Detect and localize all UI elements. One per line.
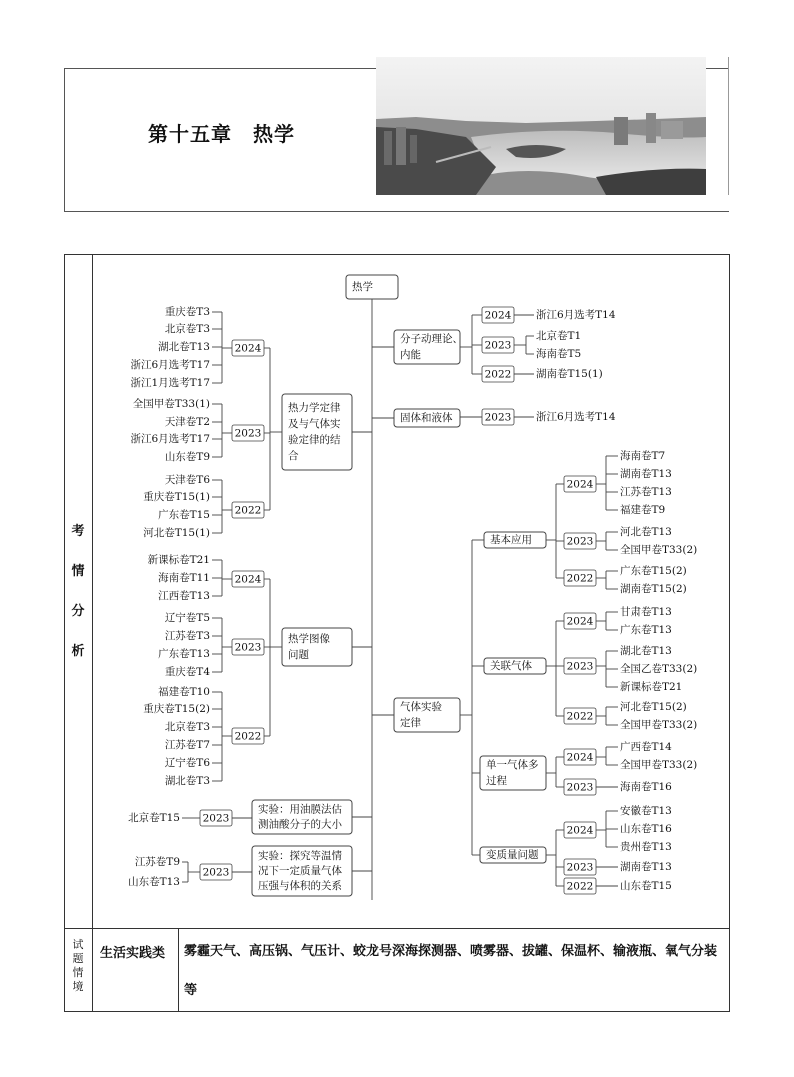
topic-node-left-text: 验定律的结: [288, 434, 341, 446]
subtopic-node-text: 单一气体多: [486, 759, 539, 771]
exam-item: 安徽卷T13: [620, 805, 672, 817]
year-badge-text: 2022: [566, 572, 594, 585]
exam-item: 全国甲卷T33(2): [620, 719, 698, 731]
context-label-char: 境: [72, 980, 84, 993]
topic-node-left-text: 况下一定质量气体: [258, 865, 342, 877]
year-badge-text: 2024: [234, 342, 262, 355]
exam-item: 海南卷T7: [620, 450, 666, 462]
exam-item: 北京卷T15: [128, 812, 180, 824]
exam-item: 河北卷T13: [620, 526, 672, 538]
exam-item: 山东卷T9: [164, 451, 210, 463]
year-badge-text: 2024: [566, 615, 594, 628]
topic-node-left-text: 问题: [288, 649, 309, 661]
year-badge-text: 2022: [234, 730, 262, 743]
year-badge-text: 2023: [566, 861, 594, 874]
subtopic-node-text: 过程: [486, 775, 507, 787]
exam-item: 北京卷T3: [164, 323, 210, 335]
topic-node-left-text: 压强与体积的关系: [258, 880, 342, 892]
exam-item: 北京卷T1: [536, 330, 582, 342]
context-label-char: 情: [72, 966, 84, 979]
exam-item: 湖北卷T13: [158, 341, 210, 353]
exam-item: 全国甲卷T33(2): [620, 544, 698, 556]
exam-item: 浙江6月选考T17: [130, 433, 210, 445]
root-node-text: 热学: [352, 281, 373, 293]
exam-item: 福建卷T9: [620, 504, 666, 516]
exam-item: 全国乙卷T33(2): [620, 663, 698, 675]
topic-node-gas-text: 定律: [400, 717, 421, 729]
exam-item: 广东卷T15: [158, 509, 210, 521]
topic-node-left-text: 热学图像: [288, 633, 330, 645]
exam-item: 重庆卷T4: [164, 666, 210, 678]
context-label-char: 试: [72, 938, 84, 951]
exam-item: 重庆卷T15(1): [143, 491, 210, 503]
topic-node-left-text: 实验：探究等温情: [258, 850, 342, 862]
exam-item: 湖北卷T13: [620, 645, 672, 657]
exam-item: 贵州卷T13: [620, 841, 672, 853]
exam-item: 浙江6月选考T14: [536, 309, 616, 321]
year-badge-text: 2023: [484, 339, 512, 352]
exam-item: 重庆卷T3: [164, 306, 210, 318]
exam-item: 浙江6月选考T14: [536, 411, 616, 423]
subtopic-node-text: 基本应用: [490, 534, 532, 546]
year-badge-text: 2023: [566, 781, 594, 794]
topic-node-right-text: 分子动理论、: [400, 333, 463, 345]
context-category: 生活实践类: [100, 946, 166, 961]
year-badge-text: 2022: [566, 710, 594, 723]
exam-item: 广东卷T15(2): [620, 565, 687, 577]
exam-item: 广东卷T13: [620, 624, 672, 636]
topic-node-left-text: 热力学定律: [288, 402, 341, 414]
year-badge-text: 2023: [566, 535, 594, 548]
exam-item: 广西卷T14: [620, 741, 672, 753]
side-label-char: 情: [71, 564, 85, 579]
topic-node-left-text: 测油酸分子的大小: [258, 818, 342, 831]
exam-item: 湖北卷T3: [164, 775, 210, 787]
exam-item: 广东卷T13: [158, 648, 210, 660]
exam-item: 新课标卷T21: [620, 681, 683, 693]
topic-node-left-text: 及与气体实: [288, 418, 341, 430]
side-label-char: 析: [71, 644, 85, 659]
exam-item: 河北卷T15(1): [143, 527, 210, 539]
exam-item: 湖南卷T15(2): [620, 583, 687, 595]
exam-item: 山东卷T13: [128, 876, 180, 888]
context-label-char: 题: [72, 952, 84, 965]
topic-node-left-text: 实验：用油膜法估: [258, 803, 342, 816]
context-description: 雾霾天气、高压锅、气压计、蛟龙号深海探测器、喷雾器、拔罐、保温杯、输液瓶、氧气分装等: [184, 944, 718, 998]
topic-node-gas-text: 气体实验: [400, 701, 442, 713]
exam-item: 江苏卷T7: [164, 739, 210, 751]
exam-item: 山东卷T16: [620, 823, 672, 835]
topic-node-right-text: 内能: [400, 349, 421, 361]
year-badge-text: 2022: [484, 368, 512, 381]
side-label-char: 考: [71, 524, 85, 539]
exam-item: 海南卷T16: [620, 781, 672, 793]
exam-item: 江苏卷T13: [620, 486, 672, 498]
exam-item: 江西卷T13: [158, 590, 210, 602]
exam-item: 河北卷T15(2): [620, 701, 687, 713]
subtopic-node-text: 关联气体: [490, 660, 532, 672]
exam-item: 湖南卷T15(1): [536, 368, 603, 380]
exam-item: 北京卷T3: [164, 721, 210, 733]
exam-item: 江苏卷T3: [164, 630, 210, 642]
exam-item: 海南卷T11: [158, 572, 210, 584]
exam-item: 湖南卷T13: [620, 468, 672, 480]
year-badge-text: 2024: [566, 824, 594, 837]
year-badge-text: 2022: [234, 504, 262, 517]
year-badge-text: 2023: [202, 866, 230, 879]
chapter-title: 第十五章 热学: [148, 122, 295, 146]
topic-node-right-text: 固体和液体: [400, 412, 453, 424]
exam-item: 辽宁卷T6: [164, 757, 210, 769]
year-badge-text: 2023: [202, 812, 230, 825]
exam-item: 天津卷T6: [164, 474, 210, 486]
exam-item: 山东卷T15: [620, 880, 672, 892]
topic-node-left-text: 合: [288, 450, 299, 462]
exam-item: 福建卷T10: [158, 686, 210, 698]
side-label-char: 分: [71, 604, 85, 619]
year-badge-text: 2023: [484, 411, 512, 424]
exam-item: 江苏卷T9: [134, 856, 180, 868]
year-badge-text: 2023: [566, 660, 594, 673]
year-badge-text: 2024: [566, 478, 594, 491]
exam-item: 全国甲卷T33(2): [620, 759, 698, 771]
exam-item: 海南卷T5: [536, 348, 582, 360]
exam-item: 重庆卷T15(2): [143, 703, 210, 715]
year-badge-text: 2023: [234, 427, 262, 440]
exam-item: 浙江1月选考T17: [130, 377, 210, 389]
exam-item: 浙江6月选考T17: [130, 359, 210, 371]
subtopic-node-text: 变质量问题: [486, 849, 539, 861]
year-badge-text: 2022: [566, 880, 594, 893]
exam-item: 天津卷T2: [164, 416, 210, 428]
year-badge-text: 2024: [234, 573, 262, 586]
exam-item: 湖南卷T13: [620, 861, 672, 873]
exam-item: 全国甲卷T33(1): [132, 398, 210, 410]
year-badge-text: 2024: [484, 309, 512, 322]
exam-item: 甘肃卷T13: [620, 606, 672, 618]
year-badge-text: 2024: [566, 751, 594, 764]
exam-item: 辽宁卷T5: [164, 612, 210, 624]
year-badge-text: 2023: [234, 641, 262, 654]
exam-item: 新课标卷T21: [147, 554, 210, 566]
